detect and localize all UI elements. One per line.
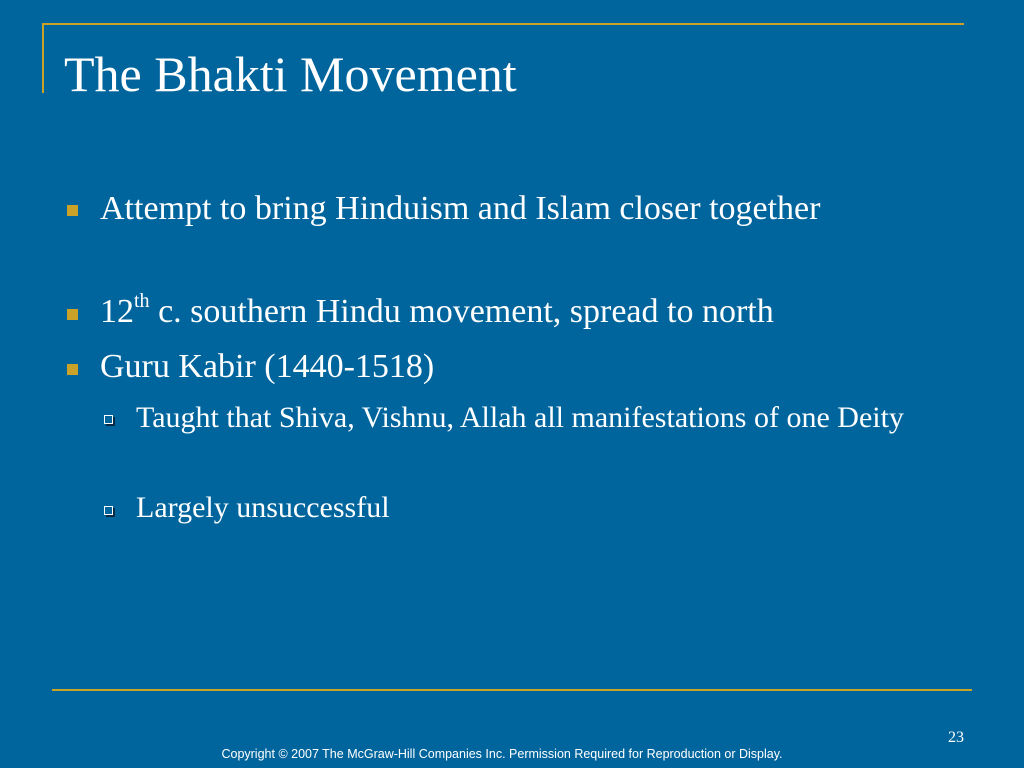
slide-title: The Bhakti Movement [64, 46, 517, 102]
sub-bullet-text: Largely unsuccessful [136, 491, 390, 524]
bullet-text: Attempt to bring Hinduism and Islam closer together [100, 190, 821, 227]
bullet-item [100, 346, 990, 388]
bullet-superscript: th [134, 289, 150, 312]
bullet-text: Guru Kabir (1440-1518) [100, 348, 435, 385]
bullet-number: 12 [100, 293, 134, 330]
hollow-square-bullet-icon [104, 415, 113, 424]
hollow-square-bullet-icon [104, 506, 113, 515]
page-number: 23 [948, 729, 964, 746]
left-frame-line [42, 23, 44, 93]
bullet-text: c. southern Hindu movement, spread to north [149, 293, 774, 330]
top-frame-line [42, 23, 964, 25]
sub-bullet-item [136, 398, 956, 438]
bullet-item [100, 188, 890, 230]
bottom-rule-line [52, 689, 972, 691]
square-bullet-icon [67, 364, 78, 375]
sub-bullet-text: Taught that Shiva, Vishnu, Allah all manifestations of one Deity [136, 401, 904, 434]
square-bullet-icon [67, 309, 78, 320]
square-bullet-icon [67, 205, 78, 216]
sub-bullet-item [136, 488, 956, 528]
bullet-item [100, 291, 990, 333]
copyright-footer: Copyright © 2007 The McGraw-Hill Companies Inc. Permission Required for Reproduction or Display. [221, 747, 783, 761]
